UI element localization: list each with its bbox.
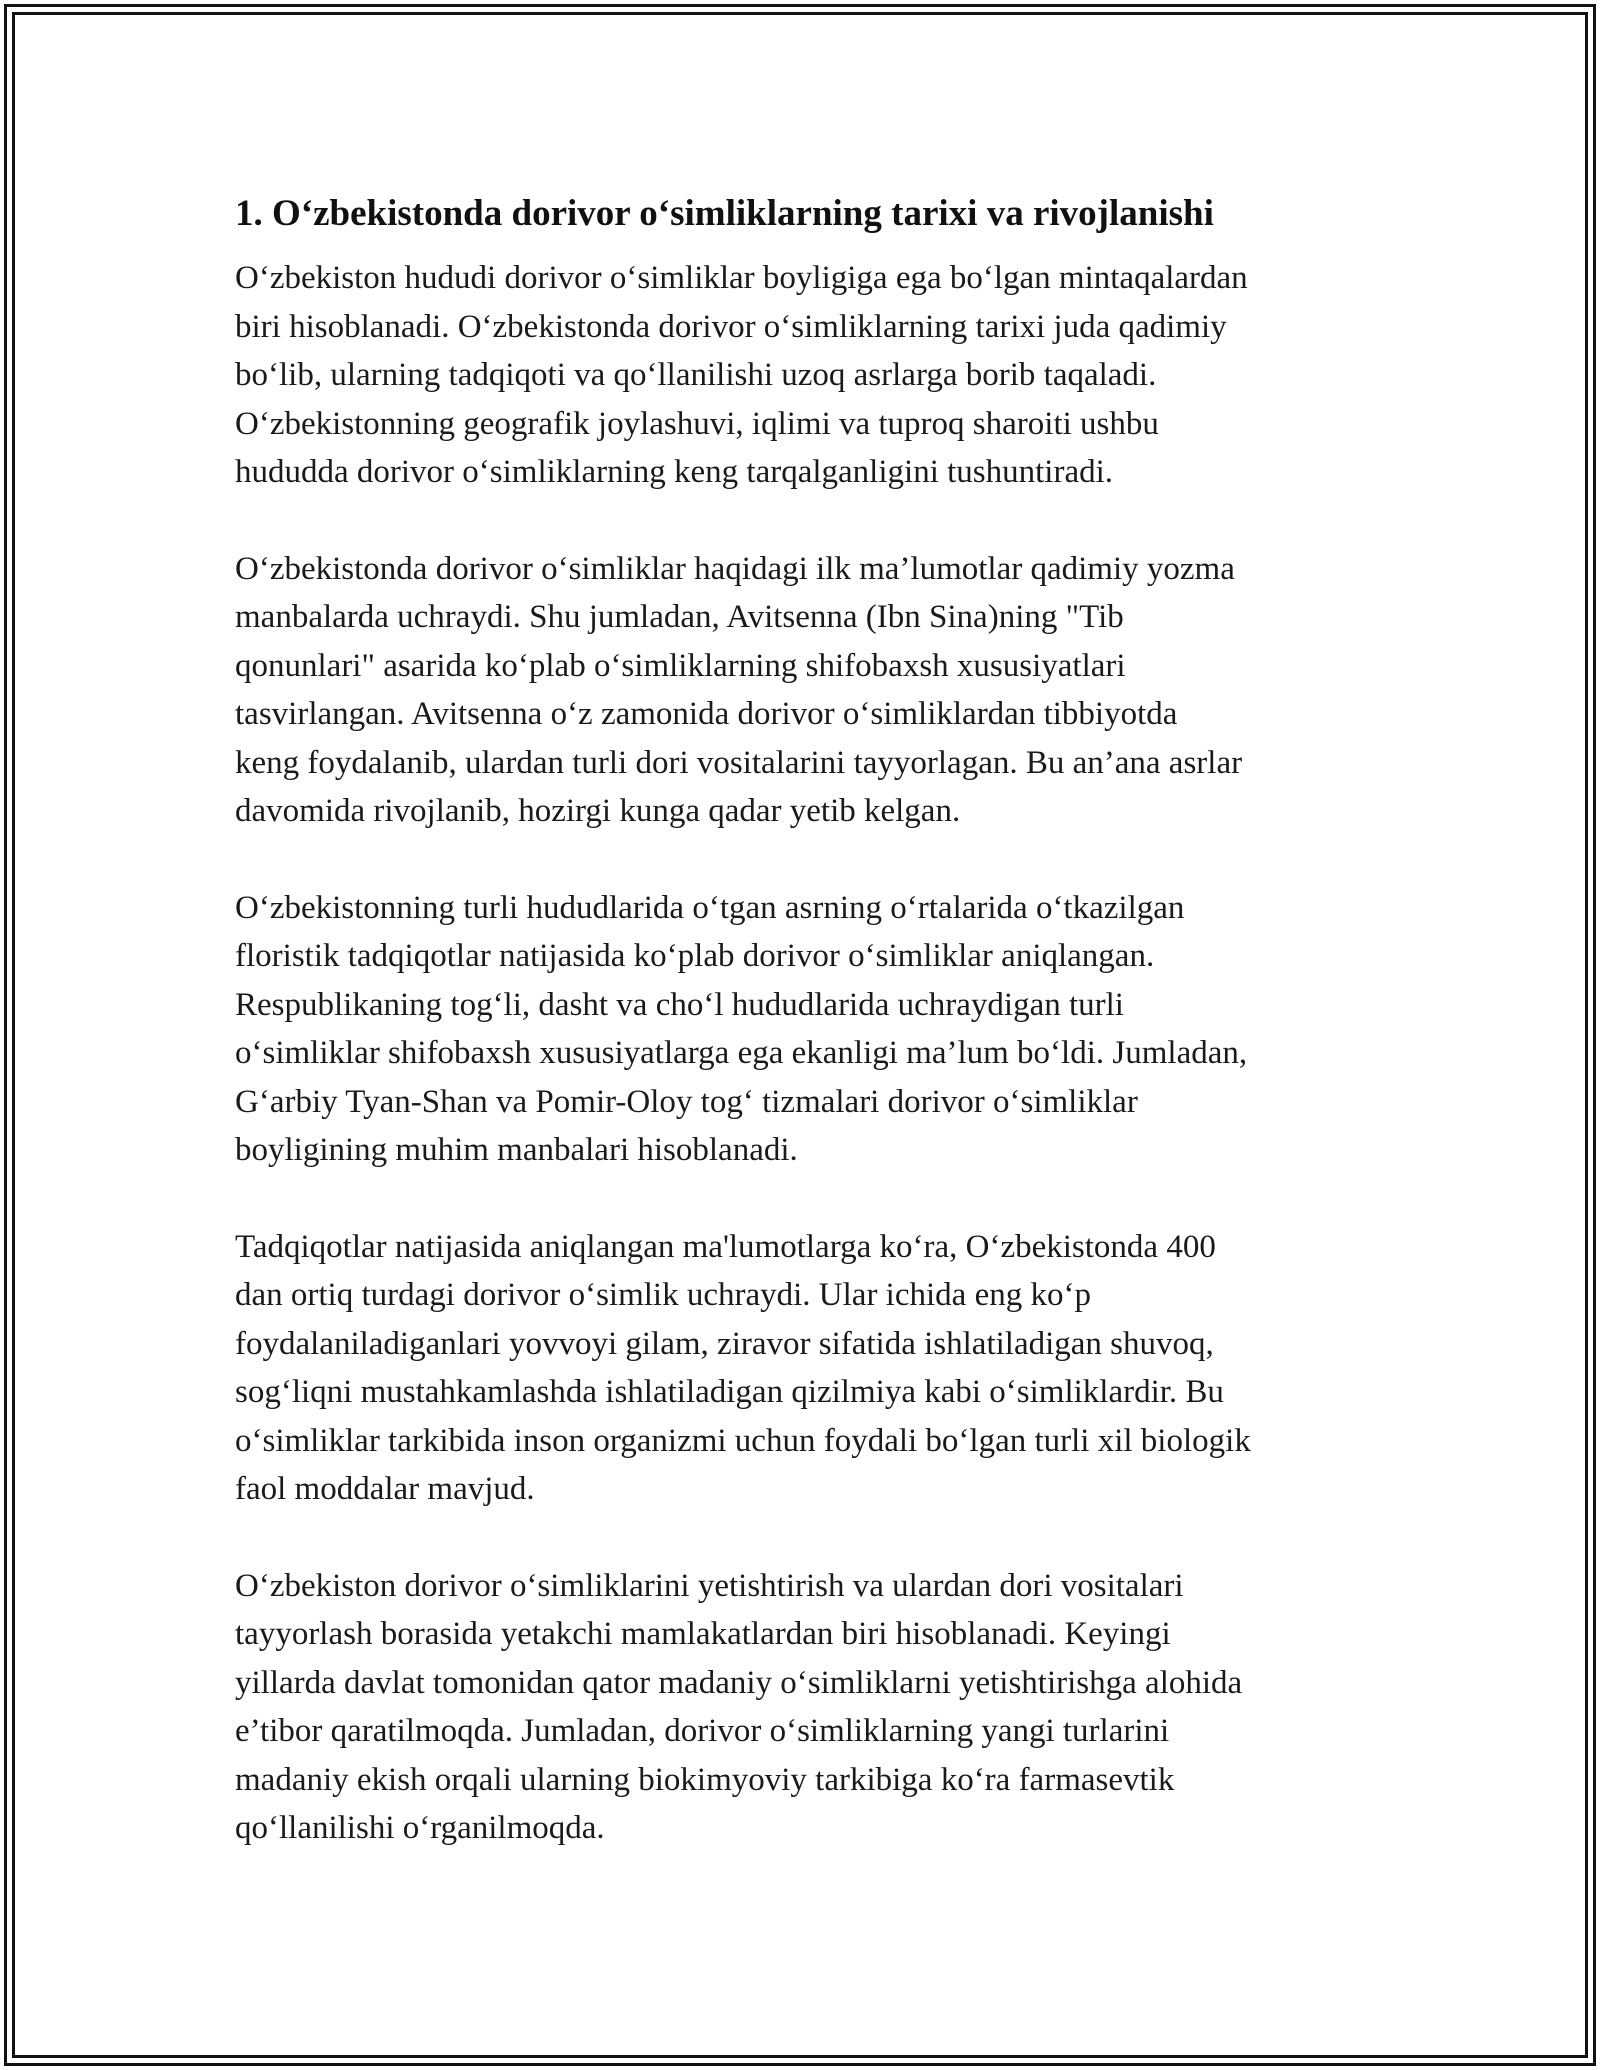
text-line: tasvirlangan. Avitsenna o‘z zamonida dorivor o‘simliklardan tibbiyotda [235,696,1178,732]
text-line: O‘zbekiston hududi dorivor o‘simliklar boyligiga ega bo‘lgan mintaqalardan [235,260,1248,296]
text-line: Tadqiqotlar natijasida aniqlangan ma'lumotlarga ko‘ra, O‘zbekistonda 400 [235,1228,1216,1265]
text-line: Respublikaning tog‘li, dasht va cho‘l hududlarida uchraydigan turli [235,986,1124,1023]
text-line: sog‘liqni mustahkamlashda ishlatiladigan qizilmiya kabi o‘simliklardir. Bu [235,1374,1224,1410]
text-line: qonunlari" asarida ko‘plab o‘simliklarning shifobaxsh xususiyatlari [235,647,1126,684]
text-line: tayyorlash borasida yetakchi mamlakatlardan biri hisoblanadi. Keyingi [235,1616,1171,1652]
text-line: O‘zbekistonning geografik joylashuvi, iqlimi va tuproq sharoiti ushbu [235,405,1159,442]
text-line: e’tibor qaratilmoqda. Jumladan, dorivor o‘simliklarning yangi turlarini [235,1713,1170,1749]
text-line: o‘simliklar tarkibida inson organizmi uchun foydali bo‘lgan turli xil biologik [235,1422,1251,1459]
paragraph-1 [235,254,1375,497]
text-line: floristik tadqiqotlar natijasida ko‘plab dorivor o‘simliklar aniqlangan. [235,938,1155,974]
text-line: qo‘llanilishi o‘rganilmoqda. [235,1810,605,1846]
paragraph-3 [235,884,1375,1175]
text-line: dan ortiq turdagi dorivor o‘simlik uchraydi. Ular ichida eng ko‘p [235,1277,1091,1313]
paragraph-4 [235,1223,1375,1514]
text-line: yillarda davlat tomonidan qator madaniy o‘simliklarni yetishtirishga alohida [235,1664,1243,1701]
text-line: manbalarda uchraydi. Shu jumladan, Avitsenna (Ibn Sina)ning "Tib [235,599,1124,635]
section-heading: 1. O‘zbekistonda dorivor o‘simliklarning tarixi va rivojlanishi [235,193,1214,234]
text-line: O‘zbekiston dorivor o‘simliklarini yetishtirish va ulardan dori vositalari [235,1567,1184,1604]
text-line: o‘simliklar shifobaxsh xususiyatlarga ega ekanligi ma’lum bo‘ldi. Jumladan, [235,1035,1248,1071]
text-line: foydalaniladiganlari yovvoyi gilam, ziravor sifatida ishlatiladigan shuvoq, [235,1325,1214,1362]
text-line: madaniy ekish orqali ularning biokimyoviy tarkibiga ko‘ra farmasevtik [235,1761,1175,1798]
text-line: O‘zbekistonda dorivor o‘simliklar haqidagi ilk ma’lumotlar qadimiy yozma [235,550,1235,587]
text-line: hududda dorivor o‘simliklarning keng tarqalganligini tushuntiradi. [235,454,1114,490]
text-line: O‘zbekistonning turli hududlarida o‘tgan asrning o‘rtalarida o‘tkazilgan [235,889,1185,926]
text-line: davomida rivojlanib, hozirgi kunga qadar yetib kelgan. [235,793,961,829]
paragraph-5 [235,1562,1375,1853]
paragraph-2 [235,545,1375,836]
text-line: faol moddalar mavjud. [235,1471,535,1507]
text-line: keng foydalanib, ulardan turli dori vositalarini tayyorlagan. Bu an’ana asrlar [235,744,1243,781]
text-line: bo‘lib, ularning tadqiqoti va qo‘llanilishi uzoq asrlarga borib taqaladi. [235,357,1157,393]
text-line: boyligining muhim manbalari hisoblanadi. [235,1132,798,1168]
text-line: biri hisoblanadi. O‘zbekistonda dorivor o‘simliklarning tarixi juda qadimiy [235,308,1227,345]
text-line: G‘arbiy Tyan-Shan va Pomir-Oloy tog‘ tizmalari dorivor o‘simliklar [235,1083,1138,1120]
document-body [235,188,1375,1901]
